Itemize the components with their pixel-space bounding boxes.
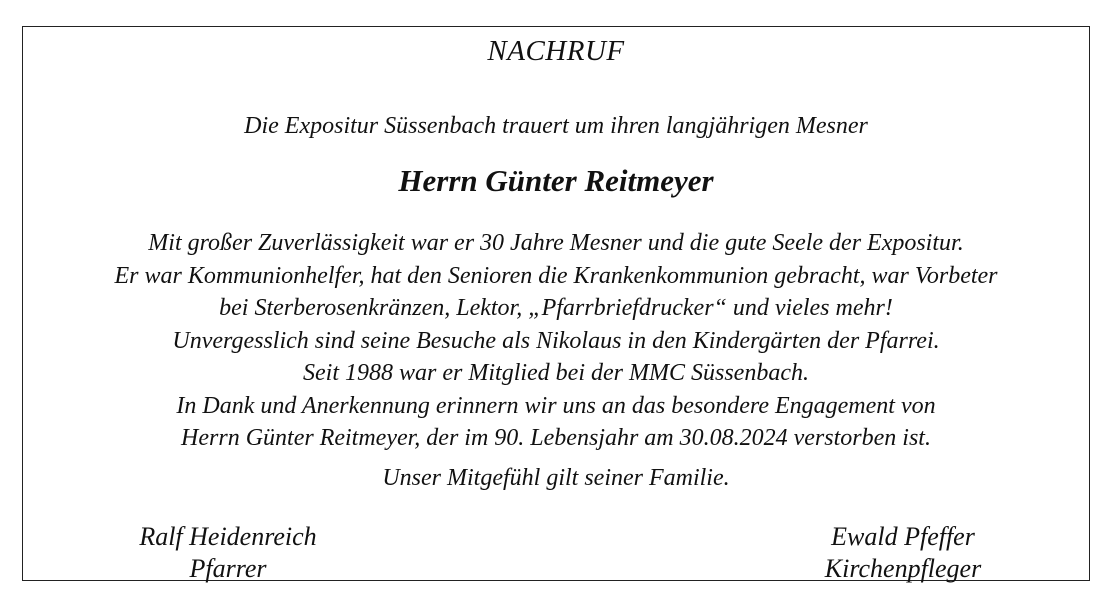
body-line: Er war Kommunionhelfer, hat den Senioren die Krankenkommunion gebracht, war Vorbeter — [114, 262, 998, 289]
signature-right-role: Kirchenpfleger — [824, 554, 982, 583]
signature-left — [128, 521, 328, 585]
closing-text: Unser Mitgefühl gilt seiner Familie. — [382, 465, 730, 491]
body-line: Seit 1988 war er Mitglied bei der MMC Süssenbach. — [303, 360, 809, 386]
intro-text: Die Expositur Süssenbach trauert um ihren langjährigen Mesner — [244, 113, 868, 139]
obituary-body — [23, 227, 1089, 455]
signature-right-name: Ewald Pfeffer — [831, 522, 975, 551]
body-line: bei Sterberosenkränzen, Lektor, „Pfarrbriefdrucker“ und vieles mehr! — [219, 295, 893, 321]
signature-left-name: Ralf Heidenreich — [139, 522, 317, 551]
deceased-name: Herrn Günter Reitmeyer — [398, 163, 714, 198]
signature-left-role: Pfarrer — [189, 554, 267, 583]
signature-right — [803, 521, 1003, 585]
body-line: Herrn Günter Reitmeyer, der im 90. Lebensjahr am 30.08.2024 verstorben ist. — [181, 425, 931, 451]
body-line: Mit großer Zuverlässigkeit war er 30 Jahre Mesner und die gute Seele der Expositur. — [148, 230, 964, 256]
obituary-title: NACHRUF — [487, 35, 625, 67]
body-line: In Dank und Anerkennung erinnern wir uns an das besondere Engagement von — [176, 392, 936, 419]
obituary-frame — [22, 26, 1090, 581]
body-line: Unvergesslich sind seine Besuche als Nikolaus in den Kindergärten der Pfarrei. — [172, 327, 940, 354]
